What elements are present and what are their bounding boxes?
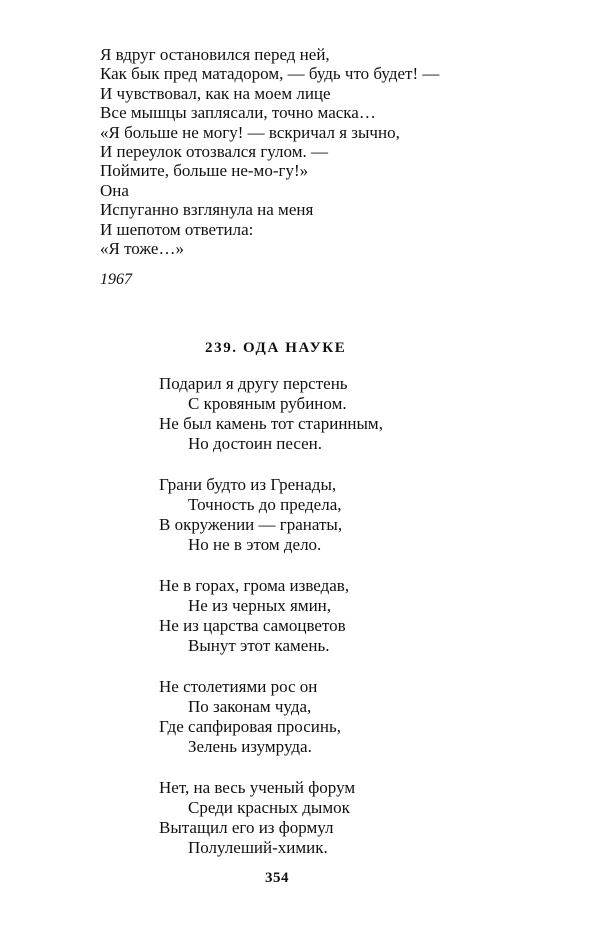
poem-line: Не из царства самоцветов: [159, 616, 346, 635]
page-number: 354: [265, 870, 289, 886]
poem-line: Вытащил его из формул: [159, 818, 334, 837]
poem-line: «Я тоже…»: [100, 239, 184, 259]
poem-line: Не столетиями рос он: [159, 677, 318, 696]
stanza: [159, 374, 459, 454]
poem-date: 1967: [100, 271, 132, 288]
poem-line: Точность до предела,: [188, 495, 342, 514]
poem-line: Подарил я другу перстень: [159, 374, 348, 393]
stanza: [159, 576, 459, 656]
poem-line: Среди красных дымок: [188, 798, 350, 817]
poem-line: Зелень изумруда.: [188, 737, 312, 756]
poem-line: Я вдруг остановился перед ней,: [100, 45, 330, 64]
poem-line: «Я больше не могу! — вскричал я зычно,: [100, 122, 400, 142]
poem-line: Но не в этом дело.: [188, 535, 322, 554]
poem-line: Вынут этот камень.: [188, 636, 330, 655]
stanza: [159, 475, 459, 555]
poem-line: С кровяным рубином.: [188, 394, 347, 413]
poem-line: Все мышцы заплясали, точно маска…: [100, 103, 376, 123]
poem-line: По законам чуда,: [188, 697, 312, 716]
poem-line: Поймите, больше не-мо-гу!»: [100, 161, 309, 181]
poem-line: Не в горах, грома изведав,: [159, 576, 350, 595]
poem-line: Грани будто из Гренады,: [159, 475, 337, 494]
stanza: [159, 677, 459, 757]
poem-line: И переулок отозвался гулом. —: [100, 142, 328, 162]
poem-line: И шепотом ответила:: [100, 219, 254, 239]
poem-body: [159, 374, 459, 879]
poem-line: Она: [100, 180, 129, 200]
previous-poem-ending: [100, 45, 540, 258]
stanza: [159, 778, 459, 858]
poem-line: Нет, на весь ученый форум: [159, 778, 356, 797]
poem-title: 239. ОДА НАУКЕ: [205, 340, 347, 356]
poem-line: Полулеший-химик.: [188, 838, 328, 857]
poem-line: Не был камень тот старинным,: [159, 414, 383, 433]
poem-line: Не из черных ямин,: [188, 596, 332, 615]
poem-line: Но достоин песен.: [188, 434, 323, 453]
poem-line: И чувствовал, как на моем лице: [100, 83, 331, 103]
poem-line: Испуганно взглянула на меня: [100, 200, 314, 220]
poem-line: Где сапфировая просинь,: [159, 717, 341, 736]
poem-line: В окружении — гранаты,: [159, 515, 343, 534]
poem-line: Как бык пред матадором, — будь что будет! —: [100, 64, 440, 84]
